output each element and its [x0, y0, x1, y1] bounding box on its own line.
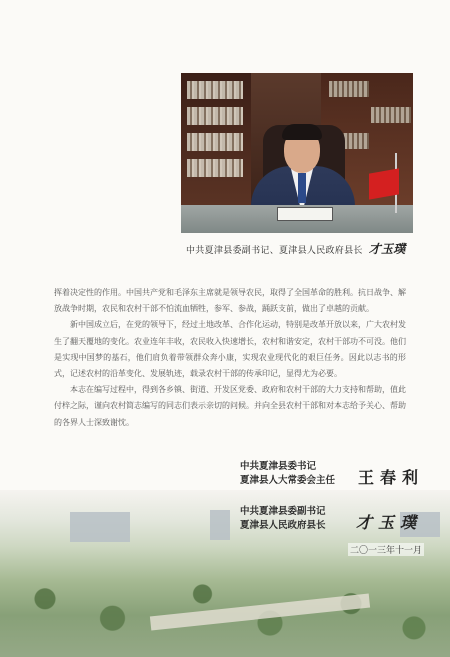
signatory-title: 夏津县人大常委会主任	[240, 475, 336, 486]
signatory-2-titles	[240, 505, 326, 533]
paragraph: 挥着决定性的作用。中国共产党和毛泽东主席就是领导农民，取得了全国革命的胜利。抗日战争、解放战争时期，农民和农村干部不怕流血牺牲，参军、参战，踊跃支前，做出了卓越的贡献。	[54, 288, 406, 314]
signatory-title: 中共夏津县委副书记	[240, 506, 326, 517]
caption-signature: 才玉璞	[368, 242, 406, 256]
portrait-photo	[181, 73, 413, 233]
party-flag-icon	[369, 168, 399, 199]
signatory-1-titles	[240, 460, 335, 488]
signatory-title: 夏津县人民政府县长	[240, 520, 326, 531]
paragraph: 本志在编写过程中，得到各乡镇、街道、开发区党委、政府和农村干部的大力支持和帮助，值此付梓之际，谨向农村简志编写的同志们表示亲切的问候。并向全县农村干部和对本志给予关心、帮助的各界人士深致谢忱。	[54, 385, 406, 427]
bookshelf-left	[181, 73, 251, 205]
signatory-title: 中共夏津县委书记	[240, 461, 317, 472]
building	[210, 510, 230, 540]
date: 二〇一三年十一月	[348, 543, 424, 556]
photo-caption	[186, 240, 406, 257]
paragraph: 新中国成立后，在党的领导下，经过土地改革、合作化运动，特别是改革开放以来，广大农村发生了翻天覆地的变化。农业连年丰收，农民收入快速增长，农村和谐安定，农村干部功不可没。他们是实现中国梦的基石，他们肩负着带领群众奔小康，实现农业现代化的艰巨任务。因此以志书的形式，记述农村的沿革变化、发展轨迹，载录农村干部的传承印记，显得尤为必要。	[54, 320, 406, 379]
desk-paper	[277, 207, 333, 221]
preface-body	[54, 285, 406, 431]
caption-title: 中共夏津县委副书记、夏津县人民政府县长	[186, 246, 363, 256]
building	[70, 512, 130, 542]
signatory-1-name: 王春利	[358, 468, 425, 487]
signatory-2-name: 才玉璞	[356, 513, 423, 532]
